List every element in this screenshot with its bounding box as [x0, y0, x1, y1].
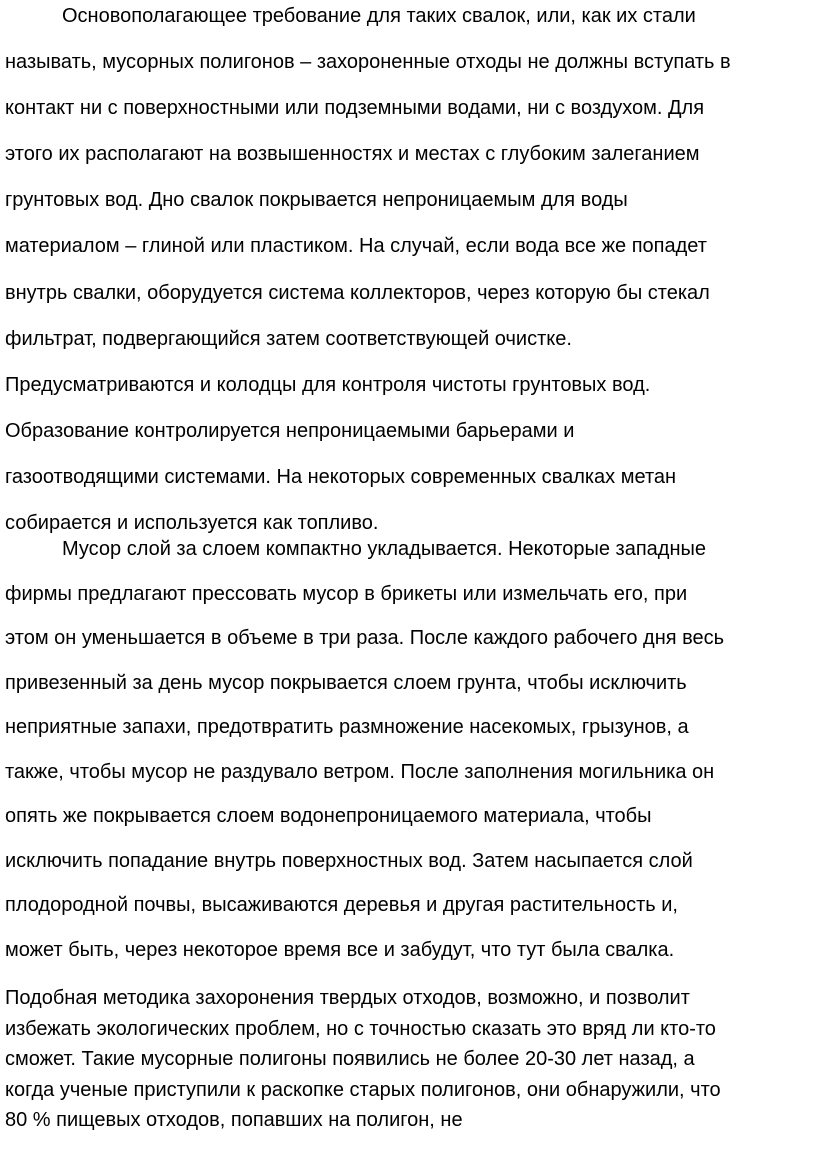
paragraph-line: также, чтобы мусор не раздувало ветром. После заполнения могильника он [5, 760, 715, 783]
paragraph-line: газоотводящими системами. На некоторых современных свалках метан [5, 465, 677, 488]
paragraph-line: называть, мусорных полигонов – захороненные отходы не должны вступать в [5, 51, 731, 74]
paragraph-line: опять же покрывается слоем водонепроницаемого материала, чтобы [5, 805, 652, 827]
paragraph-1 [5, 0, 814, 546]
paragraph-2 [5, 527, 814, 972]
paragraph-line: этом он уменьшается в объеме в три раза. После каждого рабочего дня весь [5, 627, 725, 649]
paragraph-line: грунтовых вод. Дно свалок покрывается непроницаемым для воды [5, 189, 628, 212]
paragraph-line: Подобная методика захоронения твердых отходов, возможно, и позволит [5, 987, 690, 1009]
paragraph-line: контакт ни с поверхностными или подземными водами, ни с воздухом. Для [5, 97, 705, 120]
paragraph-line: Основополагающее требование для таких свалок, или, как их стали [62, 5, 696, 27]
paragraph-line: фильтрат, подвергающийся затем соответствующей очистке. [5, 327, 572, 350]
paragraph-line: когда ученые приступили к раскопке старых полигонов, они обнаружили, что [5, 1078, 721, 1101]
paragraph-line: внутрь свалки, оборудуется система коллекторов, через которую бы стекал [5, 281, 710, 304]
paragraph-line: неприятные запахи, предотвратить размножение насекомых, грызунов, а [5, 716, 689, 738]
paragraph-line: избежать экологических проблем, но с точностью сказать это вряд ли кто-то [5, 1017, 716, 1040]
paragraph-line: 80 % пищевых отходов, попавших на полигон, не [5, 1109, 463, 1131]
paragraph-line: этого их располагают на возвышенностях и местах с глубоким залеганием [5, 143, 700, 166]
paragraph-line: собирается и используется как топливо. [5, 512, 379, 535]
paragraph-line: Образование контролируется непроницаемыми барьерами и [5, 419, 575, 442]
paragraph-line: плодородной почвы, высаживаются деревья и другая растительность и, [5, 894, 678, 916]
paragraph-line: привезенный за день мусор покрывается слоем грунта, чтобы исключить [5, 671, 687, 694]
paragraph-line: Предусматриваются и колодцы для контроля чистоты грунтовых вод. [5, 373, 651, 396]
paragraph-line: может быть, через некоторое время все и забудут, что тут была свалка. [5, 938, 675, 961]
paragraph-line: исключить попадание внутрь поверхностных вод. Затем насыпается слой [5, 849, 693, 872]
paragraph-line: фирмы предлагают прессовать мусор в брикеты или измельчать его, при [5, 582, 688, 605]
paragraph-line: материалом – глиной или пластиком. На случай, если вода все же попадет [5, 235, 707, 258]
paragraph-3 [5, 983, 814, 1136]
paragraph-line: Мусор слой за слоем компактно укладывается. Некоторые западные [62, 538, 706, 560]
paragraph-line: сможет. Такие мусорные полигоны появились не более 20-30 лет назад, а [5, 1048, 695, 1070]
